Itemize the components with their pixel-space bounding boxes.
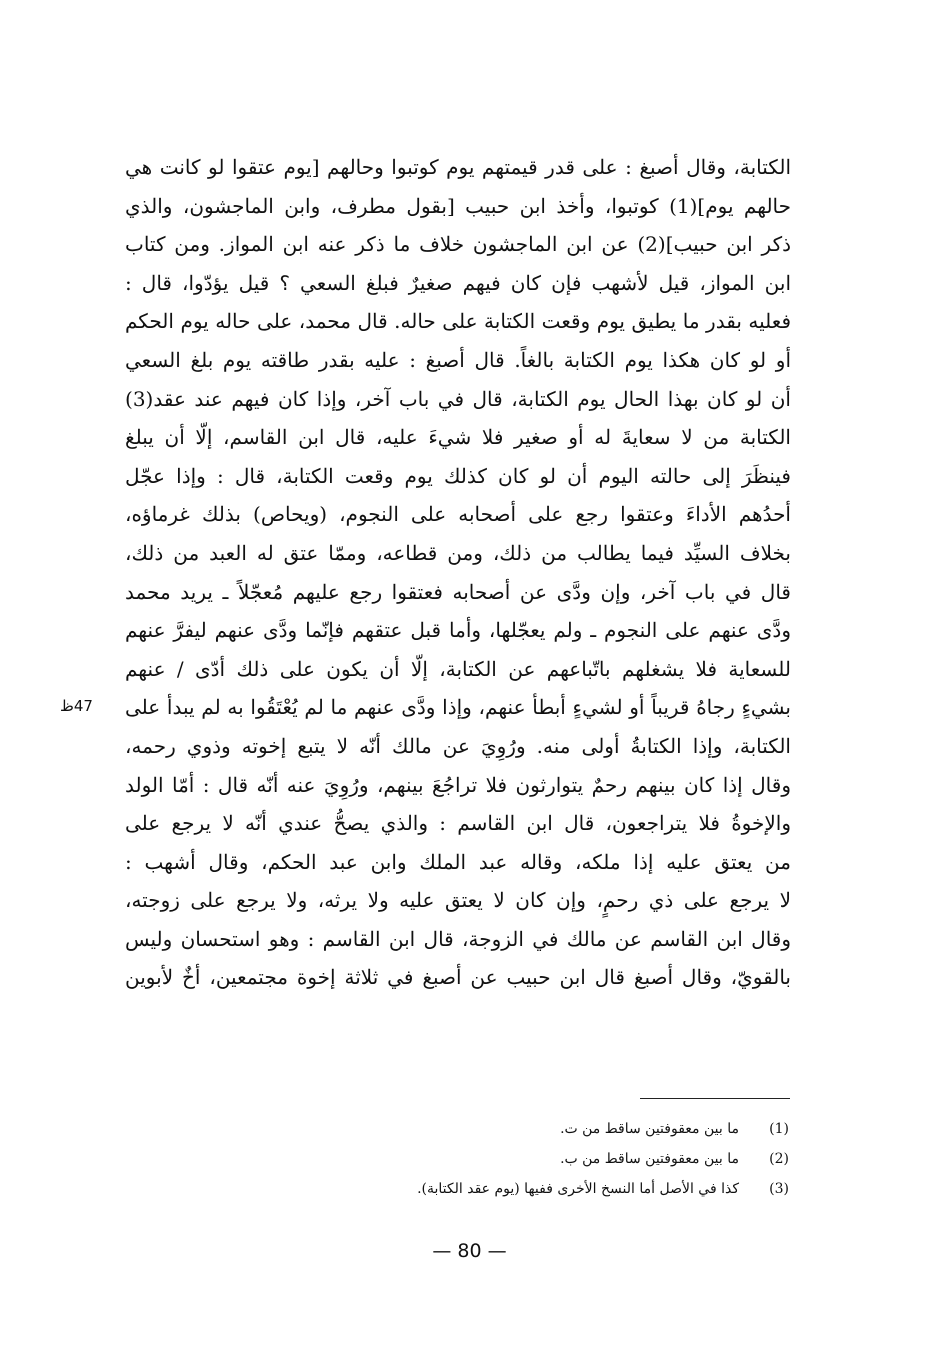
folio-margin-note: 47ظ bbox=[60, 697, 93, 715]
text-line: قال في باب آخر، وإن ودَّى عن أصحابه فعتقوا رجع عليهم مُعجّلاً ـ يريد محمد bbox=[125, 579, 791, 604]
text-line: وقال ابن القاسم عن مالك في الزوجة، قال ابن القاسم : وهو استحسان وليس bbox=[125, 926, 792, 951]
main-text-block bbox=[125, 148, 791, 997]
footnotes bbox=[417, 1114, 789, 1204]
text-line: أحدُهم الأداءَ وعتقوا رجع على أصحابه على النجوم، (ويحاص) بذلك غرماؤه، bbox=[125, 502, 791, 527]
text-line: ابن المواز، قيل لأشهب فإن كان فيهم صغيرٌ فبلغ السعي ؟ قيل يؤدّوا، قال : bbox=[125, 270, 791, 295]
footnote bbox=[417, 1174, 789, 1204]
text-line: بخلاف السيِّد فيما يطالب من ذلك، ومن قطاعه، وممّا عتق له العبد من ذلك، bbox=[125, 540, 791, 565]
footnote-number: (2) bbox=[769, 1151, 789, 1167]
text-line: من يعتق عليه إذا ملكه، وقاله عبد الملك وابن عبد الحكم، وقال أشهب : bbox=[125, 849, 791, 874]
footnote-text: ما بين معقوفتين ساقط من ب. bbox=[560, 1151, 739, 1167]
text-line: بالقويّ، وقال أصبغ قال ابن حبيب عن أصبغ في ثلاثة إخوة مجتمعين، أخٌ لأبوين bbox=[125, 965, 791, 990]
text-line: فينظَرَ إلى حالته اليوم أن لو كان كذلك يوم وقعت الكتابة، قال : وإذا عجّل bbox=[125, 463, 791, 488]
footnote-number: (3) bbox=[769, 1181, 789, 1197]
footnote bbox=[417, 1114, 789, 1144]
footnote-text: ما بين معقوفتين ساقط من ت. bbox=[560, 1121, 739, 1137]
footnote bbox=[417, 1144, 789, 1174]
text-line: فعليه بقدر ما يطيق يوم وقعت الكتابة على حاله. قال محمد، على حاله يوم الحكم bbox=[125, 309, 791, 334]
text-line: ودَّى عنهم على النجوم ـ ولم يعجّلها، وأما قبل عتقهم فإنّما ودَّى عنهم ليفرَّ عنهم bbox=[125, 618, 791, 643]
footnote-divider bbox=[640, 1098, 790, 1099]
text-line: أن لو كان بهذا الحال يوم الكتابة، قال في باب آخر، وإذا كان فيهم عند عقد(3) bbox=[125, 386, 791, 411]
text-line: لا يرجع على ذي رحمٍ، وإن كان لا يعتق عليه ولا يرثه، ولا يرجع على زوجته، bbox=[125, 888, 791, 913]
text-line: حالهم يوم](1) كوتبوا، وأخذ ابن حبيب [بقول مطرف، وابن الماجشون، والذي bbox=[125, 193, 791, 218]
text-line: الكتابة من لا سعايةَ له أو صغير فلا شيءَ عليه، قال ابن القاسم، إلّا أن يبلغ bbox=[125, 425, 791, 450]
text-line: وقال إذا كان بينهم رحمٌ يتوارثون فلا تراجُعَ بينهم، ورُوِيَ عنه أنّه قال : أمّا الولد bbox=[125, 772, 791, 797]
text-line: بشيءٍ رجاهُ قريباً أو لشيءٍ أبطأ عنهم، وإذا ودَّى عنهم ما لم يُعْتَقُوا به لم يبدأ على bbox=[125, 695, 791, 720]
footnote-number: (1) bbox=[769, 1121, 789, 1137]
text-line: للسعاية فلا يشغلهم باتّباعهم عن الكتابة، إلّا أن يكون على ذلك أدّى / عنهم bbox=[125, 656, 791, 681]
text-line: الكتابة، وقال أصبغ : على قدر قيمتهم يوم كوتبوا وحالهم [يوم عتقوا لو كانت هي bbox=[125, 155, 791, 179]
text-line: الكتابة، وإذا الكتابةُ أولى منه. ورُوِيَ عن مالك أنّه لا يتبع إخوته وذوي رحمه، bbox=[125, 733, 791, 758]
footnote-text: كذا في الأصل أما النسخ الأخرى ففيها (يوم عقد الكتابة). bbox=[417, 1181, 739, 1197]
text-line: والإخوةُ فلا يتراجعون، قال ابن القاسم : والذي يصحُّ عندي أنّه لا يرجع على bbox=[125, 811, 791, 836]
text-line: ذكر ابن حبيب](2) عن ابن الماجشون خلاف ما ذكر عنه ابن المواز. ومن كتاب bbox=[125, 232, 791, 257]
text-line: أو لو كان هكذا يوم الكتابة بالغاً. قال أصبغ : عليه بقدر طاقته يوم بلغ السعي bbox=[125, 347, 791, 372]
page-number: — 80 — bbox=[432, 1240, 507, 1262]
